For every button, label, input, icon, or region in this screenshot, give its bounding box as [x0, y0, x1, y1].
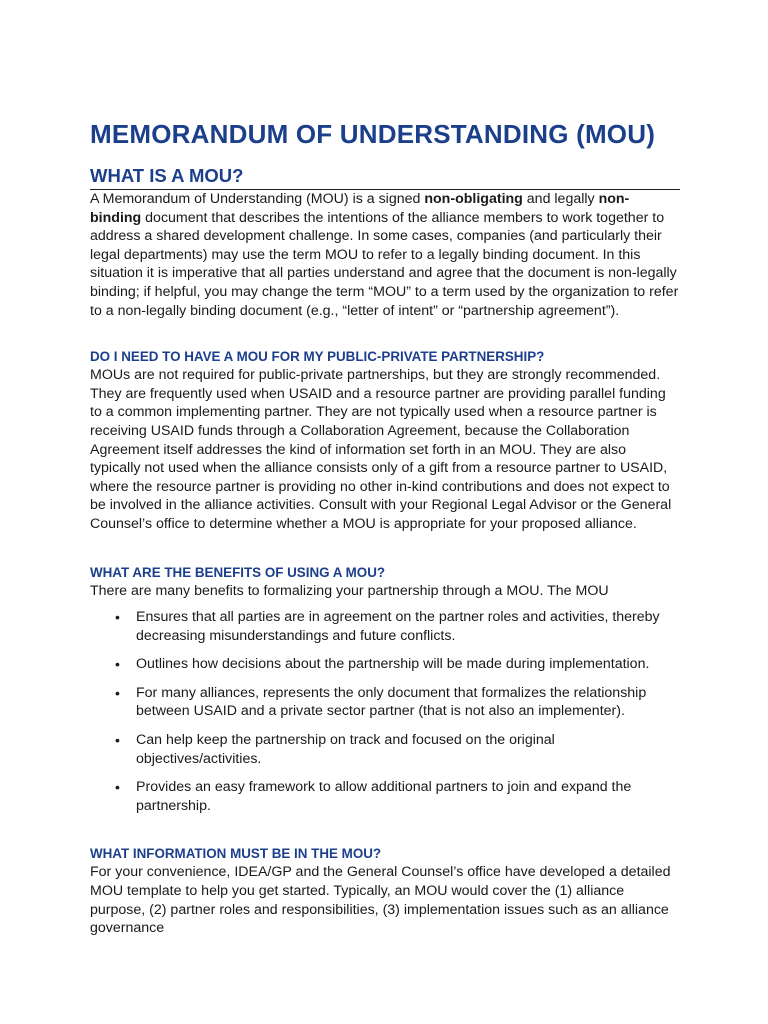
bullet-icon: •	[115, 609, 120, 626]
section-info-paragraph: For your convenience, IDEA/GP and the General Counsel’s office have developed a detailed MOU template to help you get started. Typically, an MOU would cover the (1) alliance purpose, (2) partner roles and responsibilities, (3) implementation issues such as an alliance governance	[90, 864, 671, 937]
list-item	[90, 684, 680, 721]
list-item	[90, 608, 680, 645]
list-item-text: Ensures that all parties are in agreement on the partner roles and activities, thereby decreasing misunderstandings and future conflicts.	[136, 609, 660, 644]
what-text-2: and legally	[522, 191, 599, 207]
bullet-icon: •	[115, 732, 120, 749]
section-what-paragraph	[90, 190, 680, 320]
section-need-heading: DO I NEED TO HAVE A MOU FOR MY PUBLIC-PRIVATE PARTNERSHIP?	[90, 349, 545, 365]
bullet-icon: •	[115, 684, 120, 701]
section-what-is-mou	[90, 163, 680, 320]
list-item	[90, 655, 680, 674]
section-info-heading: WHAT INFORMATION MUST BE IN THE MOU?	[90, 846, 382, 862]
what-bold-non-obligating: non-obligating	[424, 191, 523, 207]
list-item-text: For many alliances, represents the only document that formalizes the relationship between USAID and a private sector partner (that is not also an implementer).	[136, 684, 647, 720]
section-benefits-heading: WHAT ARE THE BENEFITS OF USING A MOU?	[90, 564, 386, 580]
list-item	[90, 731, 680, 768]
section-need-mou	[90, 347, 680, 533]
list-item	[90, 778, 680, 815]
what-text-3: document that describes the intentions of the alliance members to work together to address a shared development challenge. In some cases, companies (and particularly their legal departments) may use the term MOU to refer to a legally binding document. In this situation it is imperative that all parties understand and agree that the document is non-legally binding; if helpful, you may change the term “MOU” to a term used by the organization to refer to a non-legally binding document (e.g., “letter of intent” or “partnership agreement”).	[90, 209, 679, 319]
bullet-icon: •	[115, 656, 120, 673]
section-info-in-mou	[90, 844, 680, 937]
section-benefits	[90, 563, 680, 816]
what-bold-non-binding: non-binding	[90, 191, 630, 226]
document-title: MEMORANDUM OF UNDERSTANDING (MOU)	[90, 119, 656, 149]
bullet-icon: •	[115, 779, 120, 796]
list-item-text: Provides an easy framework to allow additional partners to join and expand the partnership.	[136, 779, 632, 814]
document-content	[90, 116, 680, 938]
what-text-1: A Memorandum of Understanding (MOU) is a signed	[90, 191, 425, 207]
section-what-heading: WHAT IS A MOU?	[90, 163, 680, 190]
section-benefits-intro: There are many benefits to formalizing your partnership through a MOU. The MOU	[90, 582, 609, 599]
list-item-text: Outlines how decisions about the partnership will be made during implementation.	[136, 656, 650, 673]
benefits-list	[90, 608, 680, 815]
section-need-paragraph: MOUs are not required for public-private partnerships, but they are strongly recommended. They are frequently used when USAID and a resource partner are providing parallel funding to a common implementing partner. They are not typically used when a resource partner is receiving USAID funds through a Collaboration Agreement, because the Collaboration Agreement itself addresses the kind of information set forth in an MOU. They are also typically not used when the alliance consists only of a gift from a resource partner to USAID, where the resource partner is providing no other in-kind contributions and does not expect to be involved in the alliance activities. Consult with your Regional Legal Advisor or the General Counsel’s office to determine whether a MOU is appropriate for your proposed alliance.	[90, 367, 672, 532]
list-item-text: Can help keep the partnership on track and focused on the original objectives/activities.	[136, 732, 555, 767]
